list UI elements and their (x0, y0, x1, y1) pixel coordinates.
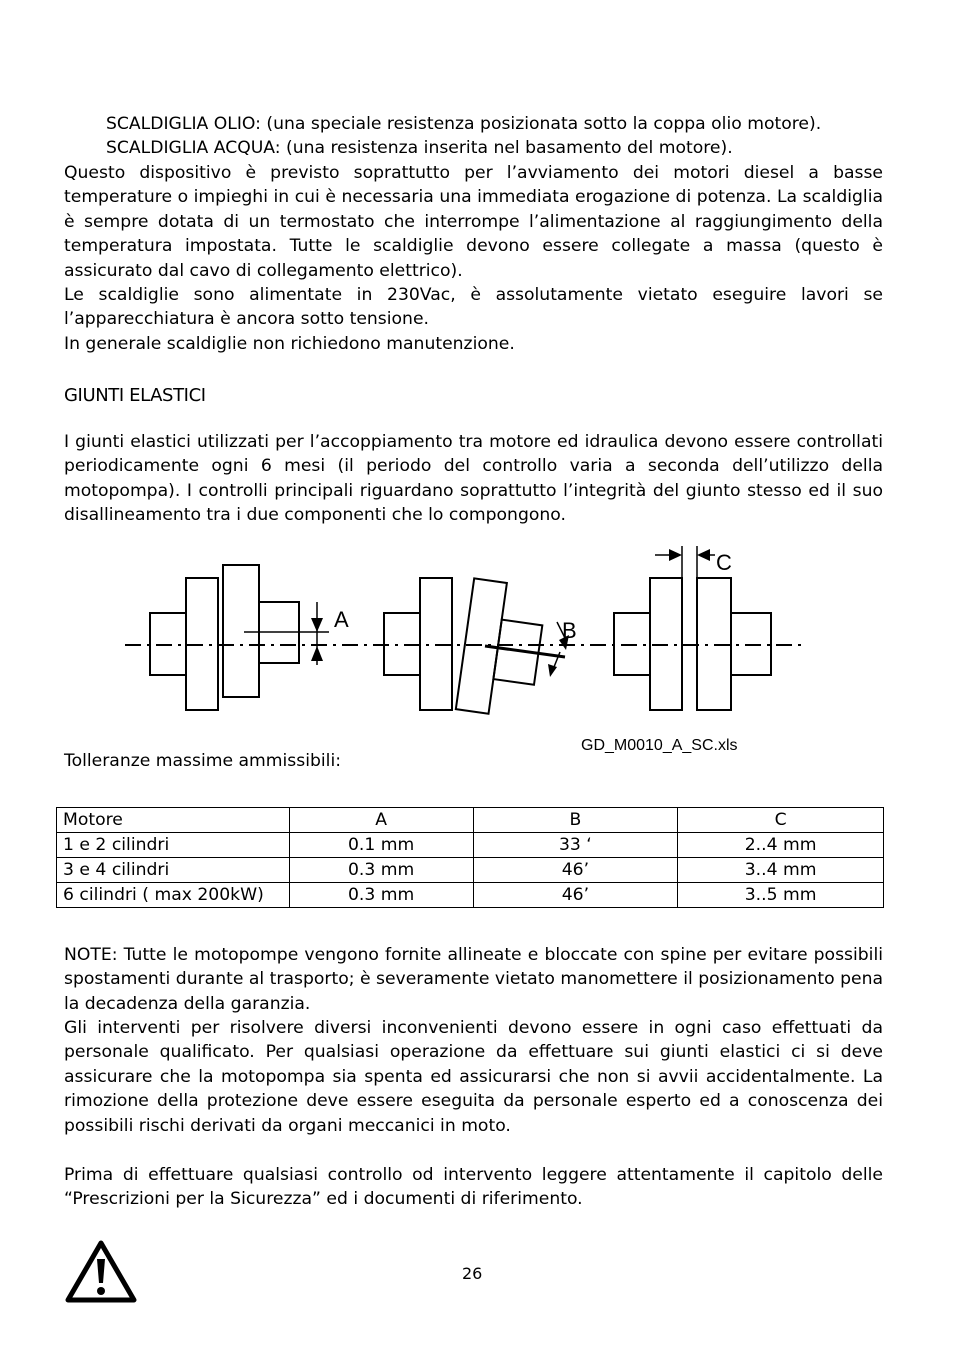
table-row (57, 883, 884, 908)
tolerance-label: Tolleranze massime ammissibili: (64, 751, 342, 771)
table-cell: 46’ (473, 858, 678, 883)
diagram-file-reference: GD_M0010_A_SC.xls (581, 737, 738, 754)
giunti-description: I giunti elastici utilizzati per l’accoppiamento tra motore ed idraulica devono essere controllati periodicamente ogni 6 mesi (il periodo del controllo varia a seconda dell’utilizzo della motopompa). I controlli principali riguardano soprattutto l’integrità del giunto stesso ed il suo disallineamento tra i due componenti che lo compongono. (64, 432, 883, 526)
table-cell: 33 ‘ (473, 833, 678, 858)
note-paragraph: NOTE: Tutte le motopompe vengono fornite allineate e bloccate con spine per evitare possibili spostamenti durante al trasporto; è severamente vietato manomettere il posizionamento pena la decadenza della garanzia. (64, 945, 883, 1014)
page-number: 26 (462, 1264, 483, 1283)
table-row (57, 858, 884, 883)
safety-reference-paragraph: Prima di effettuare qualsiasi controllo od intervento leggere attentamente il capitolo delle “Prescrizioni per la Sicurezza” ed i documenti di riferimento. (64, 1165, 883, 1210)
scaldiglia-olio-line: SCALDIGLIA OLIO: (una speciale resistenza posizionata sotto la coppa olio motore). (106, 114, 822, 134)
table-cell: 46’ (473, 883, 678, 908)
section-heading-giunti: GIUNTI ELASTICI (64, 385, 206, 406)
warning-triangle-icon (65, 1239, 137, 1303)
table-row (57, 833, 884, 858)
label-a: A (334, 607, 349, 632)
table-header-cell: A (289, 808, 473, 833)
table-cell: 2..4 mm (678, 833, 884, 858)
scaldiglia-acqua-line: SCALDIGLIA ACQUA: (una resistenza inserita nel basamento del motore). (106, 138, 733, 158)
table-header-cell: C (678, 808, 884, 833)
table-cell: 3..4 mm (678, 858, 884, 883)
table-cell: 0.3 mm (289, 858, 473, 883)
label-c: C (716, 550, 732, 575)
label-b: B (562, 618, 577, 643)
table-header-cell: Motore (57, 808, 290, 833)
table-cell: 3 e 4 cilindri (57, 858, 290, 883)
table-header-cell: B (473, 808, 678, 833)
table-cell: 0.3 mm (289, 883, 473, 908)
table-cell: 1 e 2 cilindri (57, 833, 290, 858)
scaldiglia-maintenance: In generale scaldiglie non richiedono manutenzione. (64, 334, 515, 354)
table-cell: 3..5 mm (678, 883, 884, 908)
interventions-paragraph: Gli interventi per risolvere diversi inconvenienti devono essere in ogni caso effettuati da personale qualificato. Per qualsiasi operazione da effettuare sui giunti elastici ci si deve assicurare che la motopompa sia spenta ed assicurarsi che non si avvii accidentalmente. La rimozione della protezione deve essere eseguita da personale esperto ed a conoscenza dei possibili rischi derivati da organi meccanici in moto. (64, 1018, 883, 1136)
table-header-row (57, 808, 884, 833)
scaldiglia-voltage-warning: Le scaldiglie sono alimentate in 230Vac, è assolutamente vietato eseguire lavori se l’apparecchiatura è ancora sotto tensione. (64, 285, 883, 330)
coupling-alignment-diagram (120, 540, 820, 720)
coupling-axial-gap (614, 546, 771, 710)
table-cell: 6 cilindri ( max 200kW) (57, 883, 290, 908)
coupling-parallel-offset (150, 565, 329, 710)
tolerance-table (56, 807, 884, 908)
coupling-angular-misalignment (384, 578, 565, 719)
table-cell: 0.1 mm (289, 833, 473, 858)
scaldiglia-description: Questo dispositivo è previsto soprattutto per l’avviamento dei motori diesel a basse temperature o impieghi in cui è necessaria una immediata erogazione di potenza. La scaldiglia è sempre dotata di un termostato che interrompe l’alimentazione al raggiungimento della temperatura impostata. Tutte le scaldiglie devono essere collegate a massa (questo è assicurato dal cavo di collegamento elettrico). (64, 163, 883, 281)
